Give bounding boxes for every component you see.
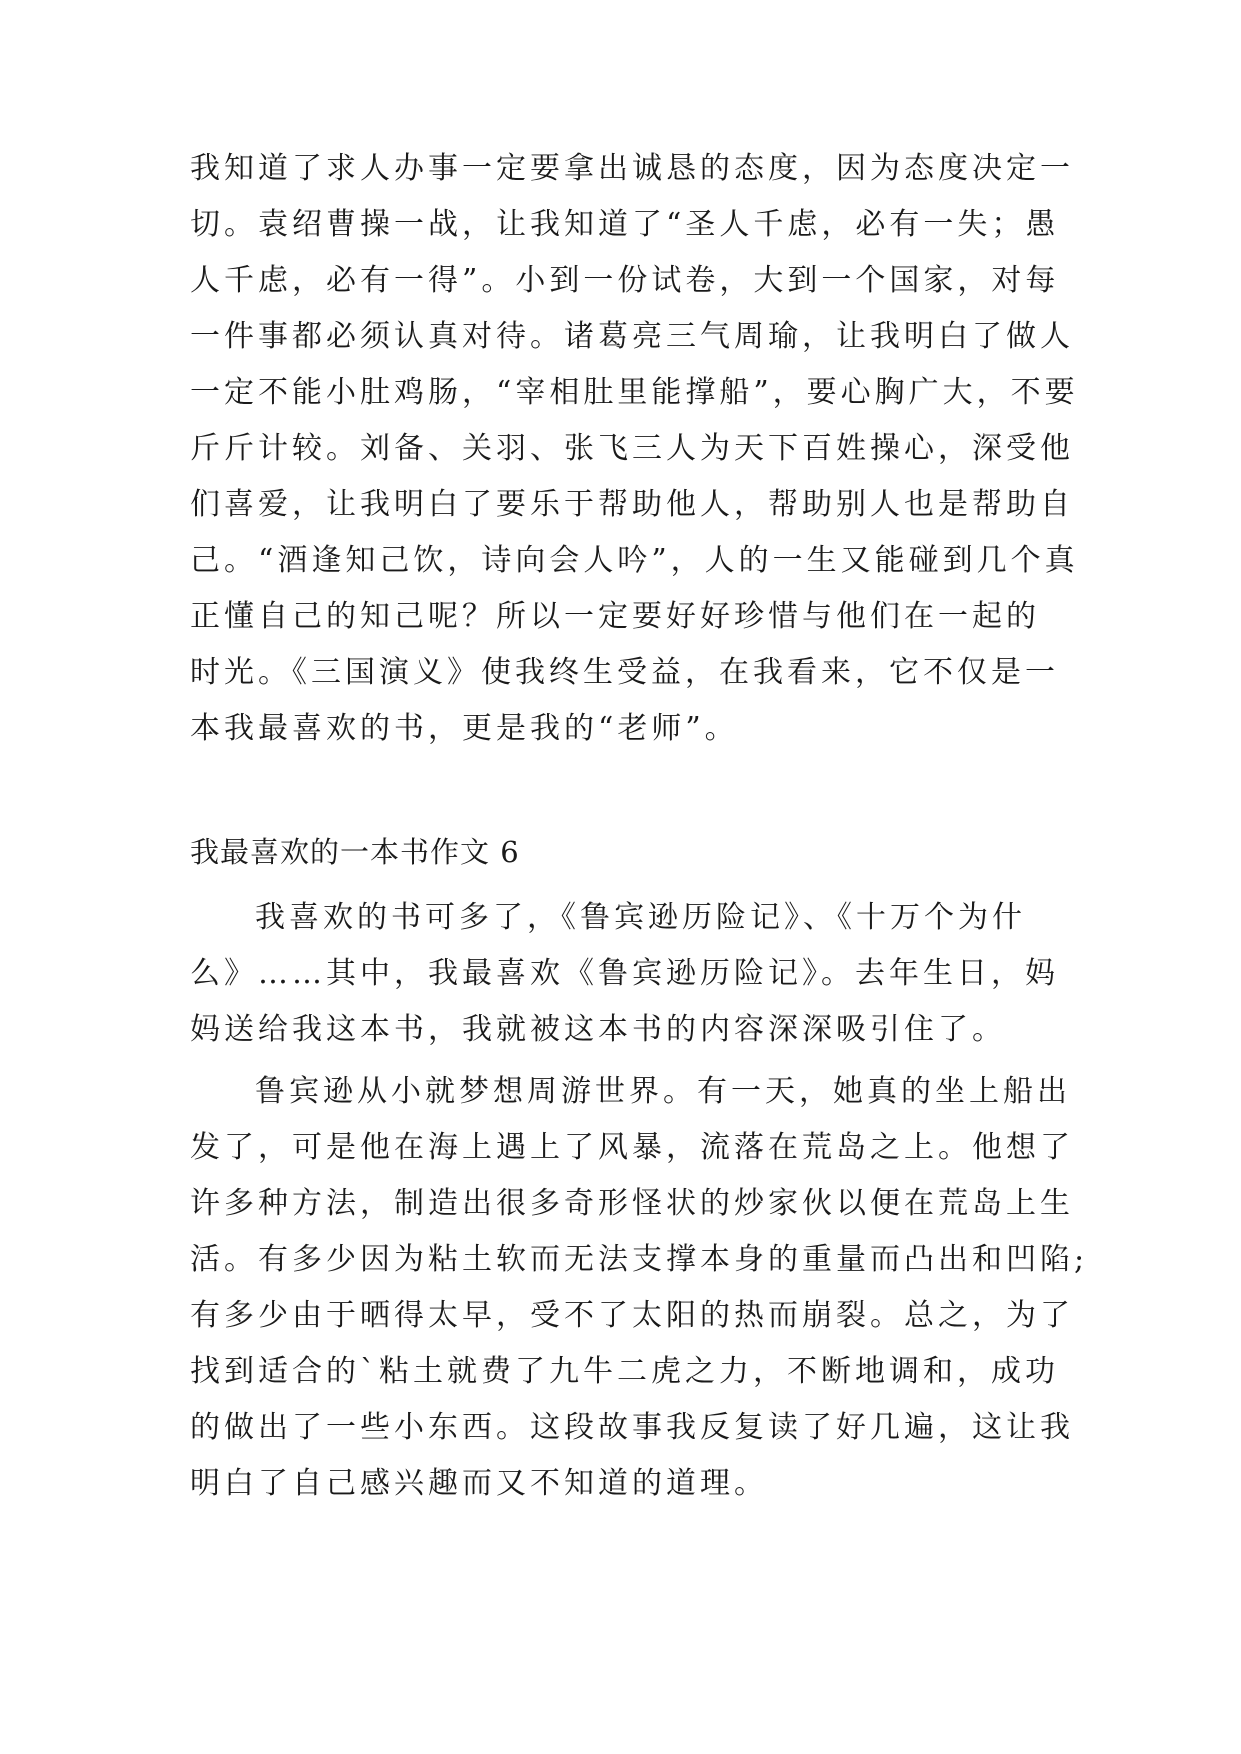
text-line: 切。袁绍曹操一战，让我知道了“圣人千虑，必有一失；愚 bbox=[190, 207, 1060, 242]
text-line: 明白了自己感兴趣而又不知道的道理。 bbox=[190, 1466, 768, 1501]
text-line: 有多少由于晒得太早，受不了太阳的热而崩裂。总之，为了 bbox=[190, 1298, 1074, 1333]
text-line: 斤斤计较。刘备、关羽、张飞三人为天下百姓操心，深受他 bbox=[190, 431, 1074, 466]
text-line: 一定不能小肚鸡肠，“宰相肚里能撑船”，要心胸广大，不要 bbox=[190, 375, 1079, 410]
text-line: 许多种方法，制造出很多奇形怪状的炒家伙以便在荒岛上生 bbox=[190, 1186, 1074, 1221]
text-line: 找到适合的`粘土就费了九牛二虎之力，不断地调和，成功 bbox=[190, 1354, 1059, 1389]
text-line: 正懂自己的知己呢？所以一定要好好珍惜与他们在一起的 bbox=[190, 599, 1040, 634]
text-line: 发了，可是他在海上遇上了风暴，流落在荒岛之上。他想了 bbox=[190, 1130, 1074, 1165]
text-line: 么》……其中，我最喜欢《鲁宾逊历险记》。去年生日，妈 bbox=[190, 956, 1059, 991]
text-line: 一件事都必须认真对待。诸葛亮三气周瑜，让我明白了做人 bbox=[190, 319, 1074, 354]
text-line: 人千虑，必有一得”。小到一份试卷，大到一个国家，对每 bbox=[190, 263, 1060, 298]
text-line: 时光。《三国演义》使我终生受益，在我看来，它不仅是一 bbox=[190, 655, 1059, 690]
text-line: 鲁宾逊从小就梦想周游世界。有一天，她真的坐上船出 bbox=[255, 1074, 1071, 1109]
text-line: 活。有多少因为粘土软而无法支撑本身的重量而凸出和凹陷; bbox=[190, 1242, 1089, 1277]
text-line: 妈送给我这本书，我就被这本书的内容深深吸引住了。 bbox=[190, 1012, 1006, 1047]
text-line: 本我最喜欢的书，更是我的“老师”。 bbox=[190, 711, 739, 746]
text-line: 我知道了求人办事一定要拿出诚恳的态度，因为态度决定一 bbox=[190, 151, 1074, 186]
text-line: 己。“酒逢知己饮，诗向会人吟”，人的一生又能碰到几个真 bbox=[190, 543, 1079, 578]
section-title: 我最喜欢的一本书作文 6 bbox=[190, 835, 520, 869]
text-line: 我喜欢的书可多了，《鲁宾逊历险记》、《十万个为什 bbox=[255, 900, 1026, 935]
text-line: 的做出了一些小东西。这段故事我反复读了好几遍，这让我 bbox=[190, 1410, 1074, 1445]
text-line: 们喜爱，让我明白了要乐于帮助他人，帮助别人也是帮助自 bbox=[190, 487, 1074, 522]
